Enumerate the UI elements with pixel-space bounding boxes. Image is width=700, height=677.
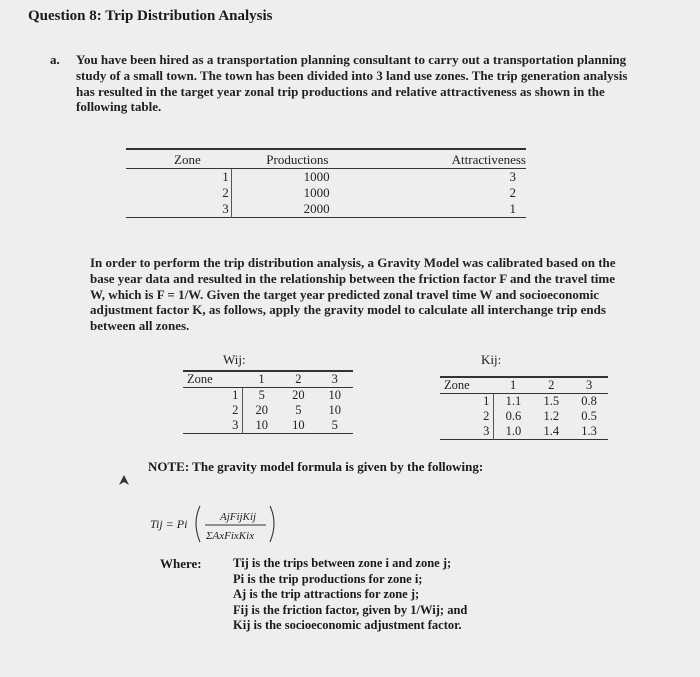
k-cell: 0.5 (581, 409, 597, 423)
attractiveness-cell: 2 (509, 185, 516, 200)
zone-cell: 2 (126, 185, 231, 201)
question-heading: Question 8: Trip Distribution Analysis (28, 8, 273, 24)
k-cell: 1.2 (543, 409, 560, 423)
table-row (126, 185, 526, 201)
attractiveness-cell: 3 (509, 169, 516, 184)
zone-table (126, 148, 526, 218)
k-row-zone: 3 (440, 424, 494, 440)
w-col-header: 3 (317, 371, 353, 388)
table-row (440, 394, 608, 410)
k-cell: 0.8 (581, 394, 597, 408)
note-text: NOTE: The gravity model formula is given by the following: (148, 459, 484, 474)
definition-item: Pi is the trip productions for zone i; (233, 571, 423, 586)
table-row (183, 418, 353, 434)
w-cell: 5 (258, 388, 265, 402)
attractiveness-cell: 1 (509, 201, 516, 216)
k-cell: 1.0 (505, 424, 522, 438)
formula-lhs: Tij = Pi (150, 517, 188, 531)
w-row-zone: 1 (183, 388, 243, 404)
w-cell: 20 (292, 388, 305, 402)
table-row (183, 388, 353, 404)
productions-cell: 2000 (303, 201, 330, 216)
attractiveness-header: Attractiveness (430, 149, 526, 169)
productions-header: Productions (231, 149, 429, 169)
zone-header: Zone (126, 149, 231, 169)
w-row-zone: 3 (183, 418, 243, 434)
definitions-list (233, 556, 467, 634)
part-marker: a. (50, 52, 60, 67)
k-cell: 1.5 (543, 394, 560, 408)
k-row-zone: 1 (440, 394, 494, 410)
w-cell: 5 (331, 418, 338, 432)
k-matrix-table (440, 376, 608, 440)
formula-denominator: ΣAxFixKix (206, 530, 255, 542)
w-row-zone: 2 (183, 403, 243, 418)
definition-item: Kij is the socioeconomic adjustment factor. (233, 618, 462, 632)
definition-item: Aj is the trip attractions for zone j; (233, 587, 420, 601)
table-row (126, 201, 526, 218)
w-cell: 20 (255, 403, 268, 417)
gravity-formula (148, 498, 308, 548)
table-row (183, 403, 353, 418)
productions-cell: 1000 (303, 169, 330, 184)
k-cell: 0.6 (505, 409, 522, 423)
zone-cell: 3 (126, 201, 231, 218)
w-col-header: 2 (280, 371, 316, 388)
w-matrix-table (183, 370, 353, 434)
table-row (440, 424, 608, 440)
cursor-arrow-icon (119, 475, 129, 487)
k-row-zone: 2 (440, 409, 494, 424)
intro-paragraph: You have been hired as a transportation planning consultant to carry out a transportation planning study of a small town. The town has been divided into 3 land use zones. The trip generation analysis has resulted in the target year zonal trip productions and relative attractiveness as shown in the following table. (76, 52, 628, 115)
table-row (440, 409, 608, 424)
definition-item: Tij is the trips between zone i and zone j; (233, 556, 452, 570)
where-label: Where: (160, 556, 202, 571)
k-corner-header: Zone (440, 377, 494, 394)
k-matrix-title: Kij: (481, 352, 502, 367)
w-matrix-title: Wij: (223, 352, 246, 367)
w-cell: 5 (295, 403, 302, 417)
k-col-header: 1 (494, 377, 533, 394)
definition-item: Fij is the friction factor, given by 1/Wij; and (233, 602, 468, 617)
w-cell: 10 (328, 388, 342, 402)
w-cell: 10 (255, 418, 268, 432)
w-col-header: 1 (243, 371, 280, 388)
gravity-model-paragraph: In order to perform the trip distribution analysis, a Gravity Model was calibrated based on the base year data and resulted in the relationship between the friction factor F and the travel time W, which is F = 1/W. Given the target year predicted zonal travel time W and socioeconomic adjustment factor K, as follows, apply the gravity model to calculate all interchange trip ends between all zones. (90, 255, 616, 334)
productions-cell: 1000 (303, 185, 330, 200)
formula-numerator: AjFijKij (220, 511, 257, 523)
k-cell: 1.4 (543, 424, 560, 438)
w-corner-header: Zone (183, 371, 243, 388)
k-col-header: 3 (570, 377, 608, 394)
k-cell: 1.3 (581, 424, 597, 438)
w-cell: 10 (292, 418, 305, 432)
zone-cell: 1 (126, 169, 231, 186)
k-cell: 1.1 (505, 394, 522, 408)
table-row (126, 169, 526, 186)
k-col-header: 2 (532, 377, 570, 394)
w-cell: 10 (328, 403, 342, 417)
